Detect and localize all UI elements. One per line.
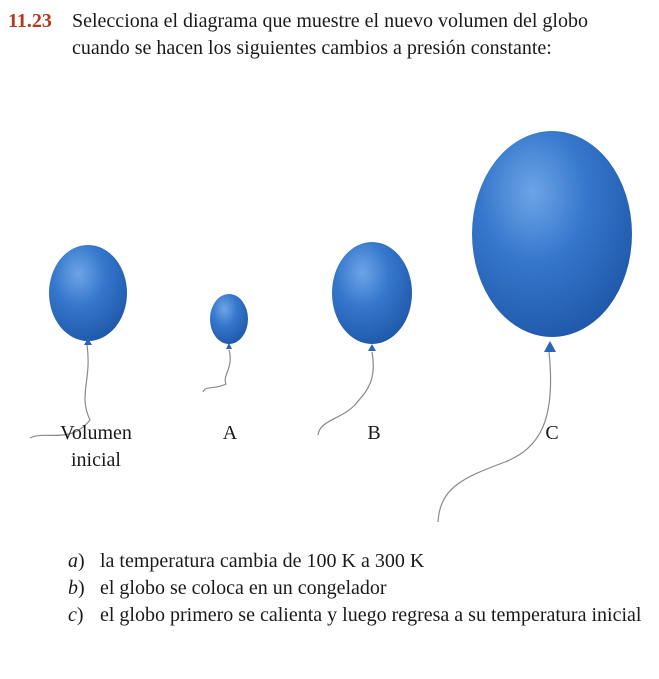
balloon-a (203, 294, 248, 392)
option-c-text: el globo primero se calienta y luego regresa a su temperatura inicial (100, 604, 642, 626)
option-a-letter: a (68, 550, 78, 572)
option-b-letter: b (68, 577, 78, 599)
option-a: a) la temperatura cambia de 100 K a 300 K (62, 548, 642, 575)
option-b-text: el globo se coloca en un congelador (100, 577, 387, 599)
option-a-text: la temperatura cambia de 100 K a 300 K (100, 550, 425, 572)
balloon-initial (30, 245, 127, 438)
problem-number: 11.23 (8, 10, 52, 32)
label-a: A (222, 422, 238, 444)
label-initial-line1: Volumen (60, 422, 132, 444)
label-b: B (367, 422, 381, 444)
label-initial-line2: inicial (71, 449, 121, 471)
answer-options (62, 548, 642, 629)
balloon-c (438, 131, 632, 522)
balloon-b (318, 242, 412, 435)
label-initial-volume (50, 421, 142, 472)
label-c: C (545, 422, 559, 444)
option-b: b) el globo se coloca en un congelador (62, 575, 642, 602)
option-c: c) el globo primero se calienta y luego regresa a su temperatura inicial (62, 602, 642, 629)
option-c-letter: c (68, 604, 77, 626)
problem-text: Selecciona el diagrama que muestre el nuevo volumen del globo cuando se hacen los siguientes cambios a presión constante: (72, 10, 588, 59)
